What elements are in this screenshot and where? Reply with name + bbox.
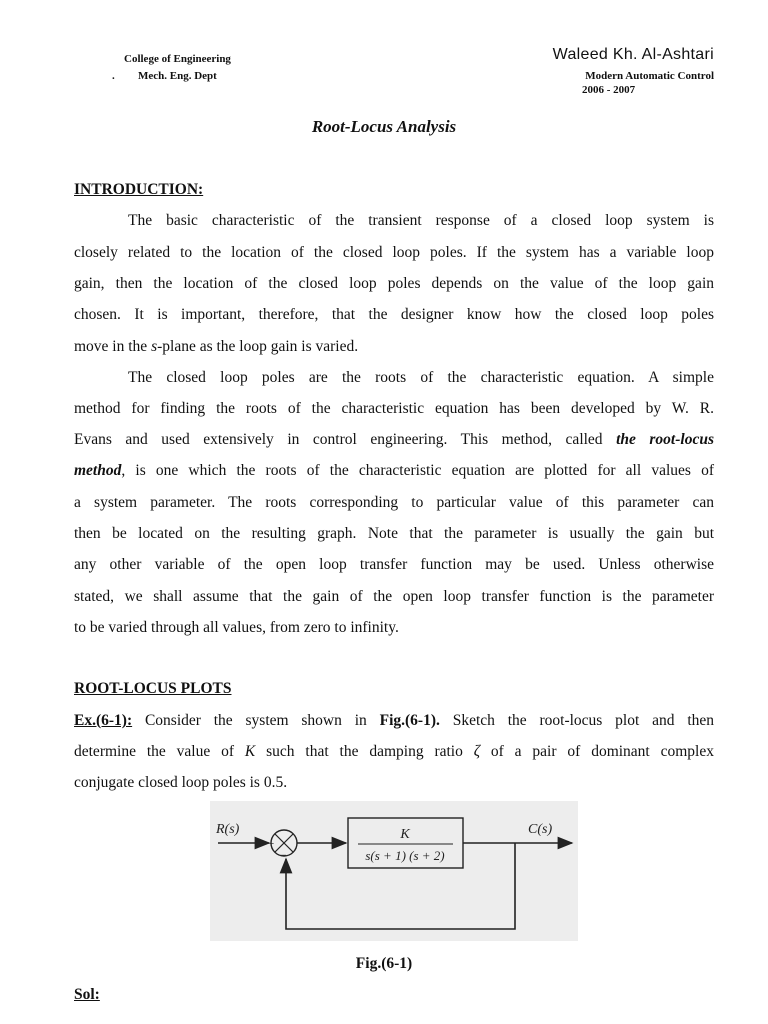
minus-sign: − xyxy=(280,848,287,862)
solution-heading: Sol: xyxy=(74,986,100,1003)
plant-block xyxy=(348,818,463,868)
course-name: Modern Automatic Control xyxy=(585,70,714,82)
intro-line-6: The closed loop poles are the roots of the characteristic equation. A simple xyxy=(128,369,714,386)
introduction-heading: INTRODUCTION: xyxy=(74,181,204,198)
example-line-1: Ex.(6-1): Consider the system shown in Fig.(6-1). Sketch the root-locus plot and then xyxy=(74,712,714,729)
author-name: Waleed Kh. Al-Ashtari xyxy=(552,46,714,63)
block-diagram-figure xyxy=(210,801,578,941)
intro-line-12: any other variable of the open loop transfer function may be used. Unless otherwise xyxy=(74,556,714,573)
intro-line-2: closely related to the location of the closed loop poles. If the system has a variable loop xyxy=(74,244,714,261)
page-title: Root-Locus Analysis xyxy=(311,117,457,136)
example-line-3: conjugate closed loop poles is 0.5. xyxy=(74,774,288,791)
intro-line-5: move in the s-plane as the loop gain is varied. xyxy=(74,338,359,355)
intro-line-4: chosen. It is important, therefore, that the designer know how the closed loop poles xyxy=(74,306,714,323)
intro-line-10: a system parameter. The roots corresponding to particular value of this parameter can xyxy=(74,494,714,511)
intro-line-8: Evans and used extensively in control engineering. This method, called the root-locus xyxy=(74,431,714,448)
input-label: R(s) xyxy=(216,822,240,837)
intro-line-1: The basic characteristic of the transient response of a closed loop system is xyxy=(128,212,714,229)
root-locus-heading: ROOT-LOCUS PLOTS xyxy=(74,680,232,697)
block-diagram xyxy=(210,801,578,941)
summing-junction xyxy=(268,830,297,862)
figure-caption: Fig.(6-1) xyxy=(355,955,413,972)
intro-line-3: gain, then the location of the closed loop poles depends on the value of the loop gain xyxy=(74,275,714,292)
output-label: C(s) xyxy=(528,822,553,837)
intro-line-13: stated, we shall assume that the gain of the open loop transfer function is the parameter xyxy=(74,588,714,605)
intro-line-14: to be varied through all values, from zero to infinity. xyxy=(74,619,399,636)
plus-sign: + xyxy=(268,838,275,850)
department-name: Mech. Eng. Dept xyxy=(138,70,217,82)
intro-line-7: method for finding the roots of the characteristic equation has been developed by W. R. xyxy=(74,400,714,417)
intro-line-11: then be located on the resulting graph. Note that the parameter is usually the gain but xyxy=(74,525,714,542)
transfer-denominator: s(s + 1) (s + 2) xyxy=(365,848,445,863)
transfer-numerator: K xyxy=(400,827,410,842)
header-dot: . xyxy=(112,70,115,82)
academic-year: 2006 - 2007 xyxy=(582,84,636,96)
example-line-2: determine the value of K such that the damping ratio ζ of a pair of dominant complex xyxy=(74,743,714,760)
college-name: College of Engineering xyxy=(124,53,231,65)
intro-line-9: method, is one which the roots of the characteristic equation are plotted for all values of xyxy=(74,462,714,479)
